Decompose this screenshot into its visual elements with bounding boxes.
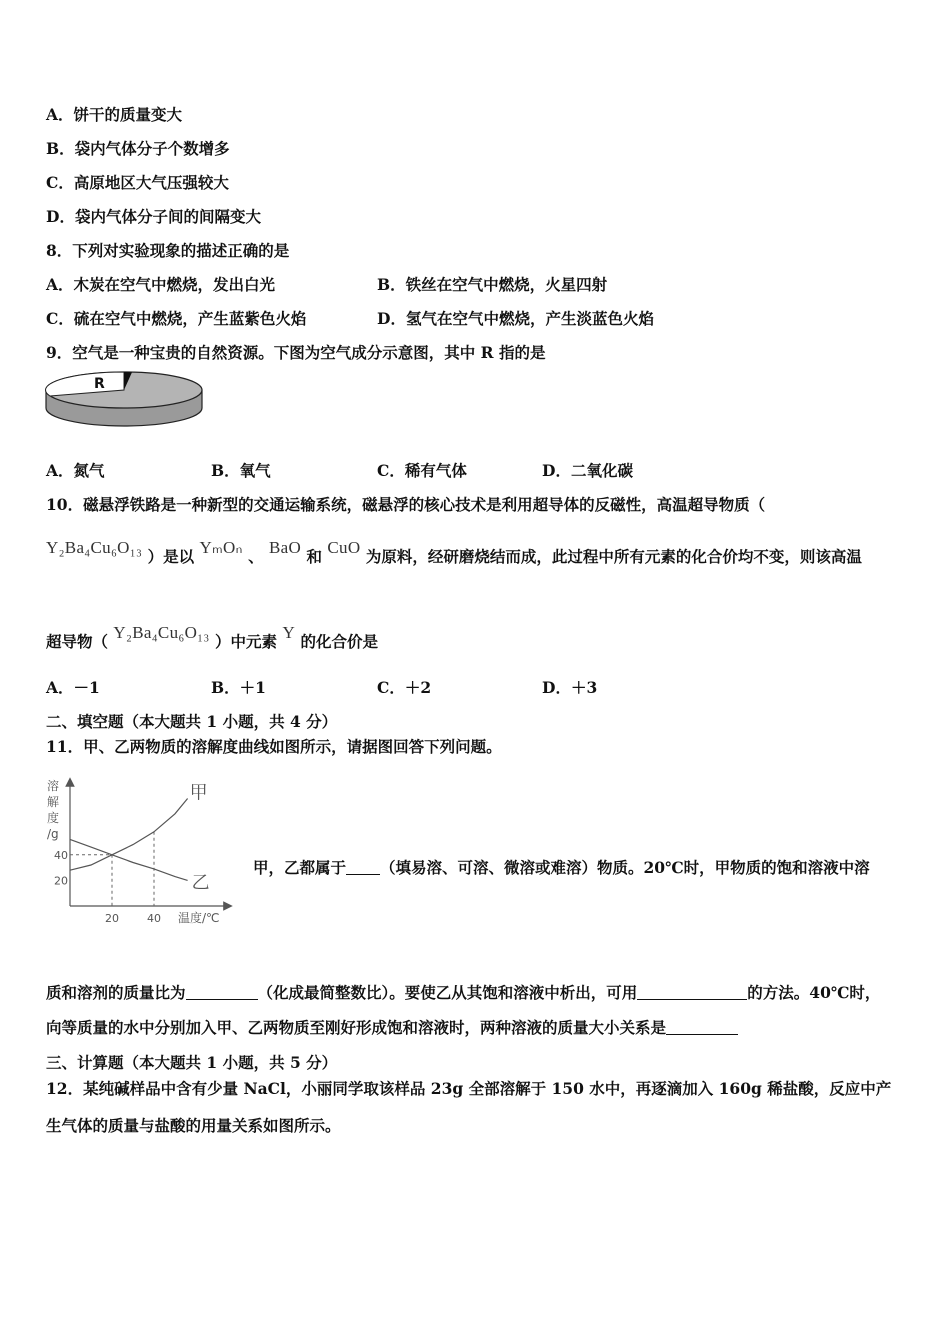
q8-stem: 8．下列对实验现象的描述正确的是: [46, 241, 290, 260]
answer-blank-4[interactable]: [666, 1020, 738, 1035]
q10-option-c: C．＋2: [377, 678, 432, 697]
q10-line3: [46, 623, 378, 652]
q11-text-e: 的方法。40℃时，: [747, 983, 881, 1002]
pie-label-r: R: [94, 376, 105, 392]
formula-y2ba4cu6o13: Y₂Ba₄Cu₆O₁₃: [46, 538, 143, 557]
formula-y2ba4cu6o13-repeat: Y₂Ba₄Cu₆O₁₃: [113, 623, 210, 642]
q10-stem-line1: 10．磁悬浮铁路是一种新型的交通运输系统，磁悬浮的核心技术是利用超导体的反磁性，高温超导物质（: [46, 495, 766, 514]
formula-cuo: CuO: [327, 538, 361, 557]
y-axis-label: [47, 778, 59, 841]
series-line-jia: [70, 799, 188, 871]
q8-option-a: A．木炭在空气中燃烧，发出白光: [46, 275, 276, 294]
q8-option-c: C．硫在空气中燃烧，产生蓝紫色火焰: [46, 309, 307, 328]
q7-option-d: D．袋内气体分子间的间隔变大: [46, 207, 261, 226]
q7-option-c: C．高原地区大气压强较大: [46, 173, 229, 192]
q10-line3-text-b: ）中元素: [215, 632, 278, 651]
q9-option-c: C．稀有气体: [377, 461, 467, 480]
q10-line2: [46, 538, 862, 567]
x-tick-label: 20: [105, 912, 119, 925]
solubility-curve-chart: [44, 772, 236, 932]
q9-option-b: B．氧气: [211, 461, 271, 480]
section3-heading: 三、计算题（本大题共 1 小题，共 5 分）: [46, 1053, 338, 1072]
q11-text-c: 质和溶剂的质量比为: [46, 983, 186, 1002]
y-axis-label-char: /g: [47, 827, 59, 841]
formula-ymon: YₘOₙ: [199, 538, 243, 557]
q10-line2-and: 和: [306, 547, 322, 566]
section2-heading: 二、填空题（本大题共 1 小题，共 4 分）: [46, 712, 338, 731]
y-tick-label: 40: [54, 848, 68, 862]
q7-option-a: A．饼干的质量变大: [46, 105, 183, 124]
q8-option-d: D．氢气在空气中燃烧，产生淡蓝色火焰: [377, 309, 654, 328]
y-axis-label-char: 解: [47, 795, 60, 809]
q11-text-f: 向等质量的水中分别加入甲、乙两物质至刚好形成饱和溶液时，两种溶液的质量大小关系是: [46, 1018, 667, 1037]
air-composition-pie-chart: [44, 368, 206, 434]
q11-text-b: （填易溶、可溶、微溶或难溶）物质。20℃时，甲物质的饱和溶液中溶: [380, 858, 870, 877]
x-tick-label: 40: [147, 912, 161, 925]
q7-option-b: B．袋内气体分子个数增多: [46, 139, 230, 158]
q8-option-b: B．铁丝在空气中燃烧，火星四射: [377, 275, 608, 294]
q10-option-d: D．＋3: [542, 678, 598, 697]
q9-option-d: D．二氧化碳: [542, 461, 633, 480]
q11-stem: 11．甲、乙两物质的溶解度曲线如图所示，请据图回答下列问题。: [46, 737, 502, 756]
q10-line3-text-c: 的化合价是: [300, 632, 378, 651]
element-y: Y: [282, 623, 296, 642]
x-axis-label: 温度/℃: [178, 911, 220, 925]
q9-option-a: A．氮气: [46, 461, 105, 480]
series-line-yi: [70, 839, 188, 880]
q11-line-a: [253, 856, 870, 878]
series-label-jia: 甲: [189, 782, 208, 804]
q11-text-d: （化成最简整数比）。要使乙从其饱和溶液中析出，可用: [257, 983, 638, 1002]
q10-option-a: A．－1: [46, 678, 100, 697]
q10-line2-text-a: ）是以: [147, 547, 195, 566]
q10-option-b: B．＋1: [211, 678, 266, 697]
y-axis-label-char: 度: [47, 811, 60, 825]
formula-bao: BaO: [269, 538, 302, 557]
q10-line2-sep: 、: [248, 547, 264, 566]
y-tick-label: 20: [54, 874, 68, 888]
q11-line-b: [46, 981, 880, 1003]
answer-blank-2[interactable]: [186, 985, 258, 1000]
q10-line2-text-b: 为原料，经研磨烧结而成，此过程中所有元素的化合价均不变，则该高温: [365, 547, 862, 566]
series-label-yi: 乙: [191, 872, 210, 894]
answer-blank-3[interactable]: [637, 985, 747, 1000]
q10-line3-text-a: 超导物（: [46, 632, 109, 651]
q12-line2: 生气体的质量与盐酸的用量关系如图所示。: [46, 1116, 341, 1135]
y-axis-label-char: 溶: [47, 779, 60, 793]
q9-stem: 9．空气是一种宝贵的自然资源。下图为空气成分示意图，其中 R 指的是: [46, 343, 546, 362]
answer-blank-1[interactable]: [346, 860, 380, 875]
q12-line1: 12．某纯碱样品中含有少量 NaCl，小丽同学取该样品 23g 全部溶解于 150 水中，再逐滴加入 160g 稀盐酸，反应中产: [46, 1079, 892, 1098]
q11-text-a: 甲，乙都属于: [253, 858, 347, 877]
q11-line-c: [46, 1016, 738, 1038]
